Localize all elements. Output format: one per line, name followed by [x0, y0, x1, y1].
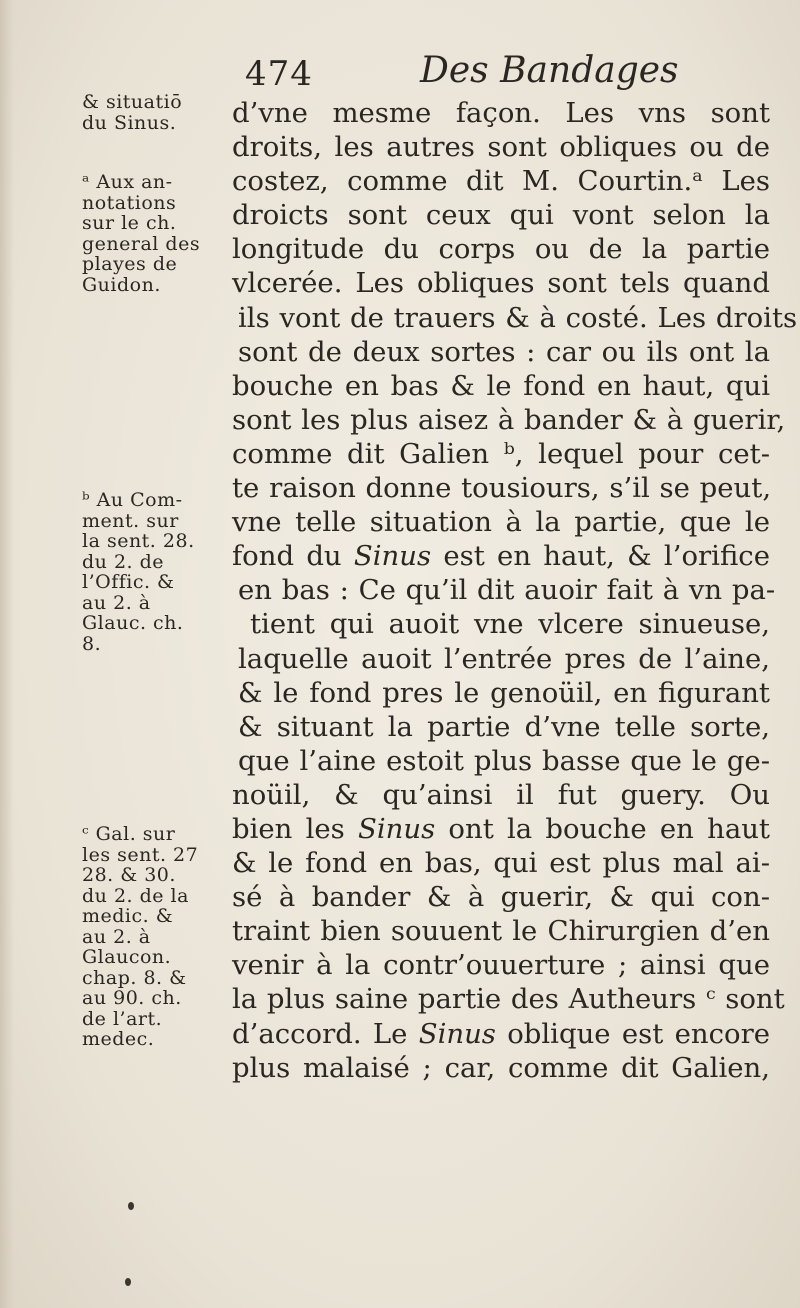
margin-note-line: 8.	[82, 632, 102, 655]
text-line: bouche en bas & le fond en haut, qui	[232, 369, 770, 402]
margin-note-line: ᵃ Aux an-	[82, 171, 173, 193]
text-line: d’vne mesme façon. Les vns sont	[232, 97, 770, 129]
text-line: vne telle situation à la partie, que le	[232, 506, 770, 539]
text-line: traint bien souuent le Chirurgien d’en	[232, 915, 770, 948]
margin-note-line: de l’art.	[82, 1007, 163, 1030]
text-line: sont de deux sortes : car ou ils ont la	[238, 335, 770, 368]
text-line: que l’aine estoit plus basse que le ge-	[238, 744, 770, 777]
margin-note-line: playes de	[82, 253, 178, 275]
margin-note-line: au 90. ch.	[82, 987, 182, 1009]
margin-note-line: ᵇ Au Com-	[82, 489, 183, 511]
margin-note-line: 28. & 30.	[82, 864, 176, 886]
text-line: droicts sont ceux qui vont selon la	[232, 199, 770, 232]
text-line: noüil, & qu’ainsi il fut guery. Ou	[232, 778, 770, 811]
margin-note-line: Guidon.	[82, 273, 161, 296]
margin-note-line: les sent. 27	[82, 843, 199, 866]
text-line: vlcerée. Les obliques sont tels quand	[232, 267, 770, 300]
margin-note-line: & situatiō	[82, 91, 183, 113]
text-line: & le fond en bas, qui est plus mal ai-	[232, 847, 770, 880]
margin-note-line: ᶜ Gal. sur	[82, 823, 176, 845]
margin-note-line: sur le ch.	[82, 212, 177, 234]
margin-note-line: ment. sur	[82, 509, 179, 532]
text-line: venir à la contr’ouuerture ; ainsi que	[232, 949, 770, 982]
margin-note-line: Glauc. ch.	[82, 612, 184, 634]
margin-note-c	[82, 824, 198, 1050]
text-line: fond du Sinus est en haut, & l’orifice	[232, 540, 770, 573]
running-title: Des Bandages	[420, 50, 679, 91]
margin-note-line: au 2. à	[82, 591, 151, 614]
page-edge-shadow	[0, 0, 14, 1308]
margin-note-line: notations	[82, 191, 177, 214]
margin-note-line: chap. 8. &	[82, 966, 187, 989]
margin-note-line: medec.	[82, 1028, 155, 1050]
ink-spot	[125, 1278, 131, 1286]
text-line: longitude du corps ou de la partie	[232, 233, 770, 266]
text-line: te raison donne tousiours, s’il se peut,	[232, 472, 772, 505]
page-number: 474	[245, 54, 313, 94]
margin-note-line: l’Offic. &	[82, 571, 175, 593]
margin-note-situation	[82, 92, 182, 133]
margin-note-b	[82, 490, 195, 654]
margin-note-line: au 2. à	[82, 925, 151, 948]
margin-note-line: general des	[82, 232, 201, 255]
text-line: costez, comme dit M. Courtin.ᵃ Les	[232, 165, 770, 198]
margin-note-line: Glaucon.	[82, 946, 172, 968]
margin-note-line: du 2. de la	[82, 884, 189, 907]
main-text-column	[232, 96, 798, 1085]
margin-note-line: la sent. 28.	[82, 530, 195, 552]
text-line: bien les Sinus ont la bouche en haut	[232, 812, 770, 845]
text-line: tient qui auoit vne vlcere sinueuse,	[250, 608, 770, 641]
text-line: laquelle auoit l’entrée pres de l’aine,	[238, 642, 770, 675]
margin-note-line: du Sinus.	[82, 111, 177, 134]
text-line: comme dit Galien ᵇ, lequel pour cet-	[232, 437, 770, 470]
text-line: & le fond pres le genoüil, en figurant	[238, 676, 770, 709]
margin-note-line: du 2. de	[82, 550, 165, 573]
text-line: sé à bander & à guerir, & qui con-	[232, 881, 770, 914]
text-line: & situant la partie d’vne telle sorte,	[238, 710, 770, 743]
text-line: d’accord. Le Sinus oblique est encore	[232, 1017, 770, 1050]
ink-spot	[128, 1202, 134, 1210]
margin-note-a	[82, 172, 200, 295]
text-line: plus malaisé ; car, comme dit Galien,	[232, 1051, 770, 1084]
text-line: ils vont de trauers & à costé. Les droits	[238, 301, 798, 334]
text-line: la plus saine partie des Autheurs ᶜ sont	[232, 983, 785, 1016]
page-header	[225, 40, 695, 98]
text-line: sont les plus aisez à bander & à guerir,	[232, 403, 786, 436]
text-line: en bas : Ce qu’il dit auoir fait à vn pa-	[238, 574, 776, 607]
text-line: droits, les autres sont obliques ou de	[232, 131, 770, 164]
margin-note-line: medic. &	[82, 905, 174, 927]
